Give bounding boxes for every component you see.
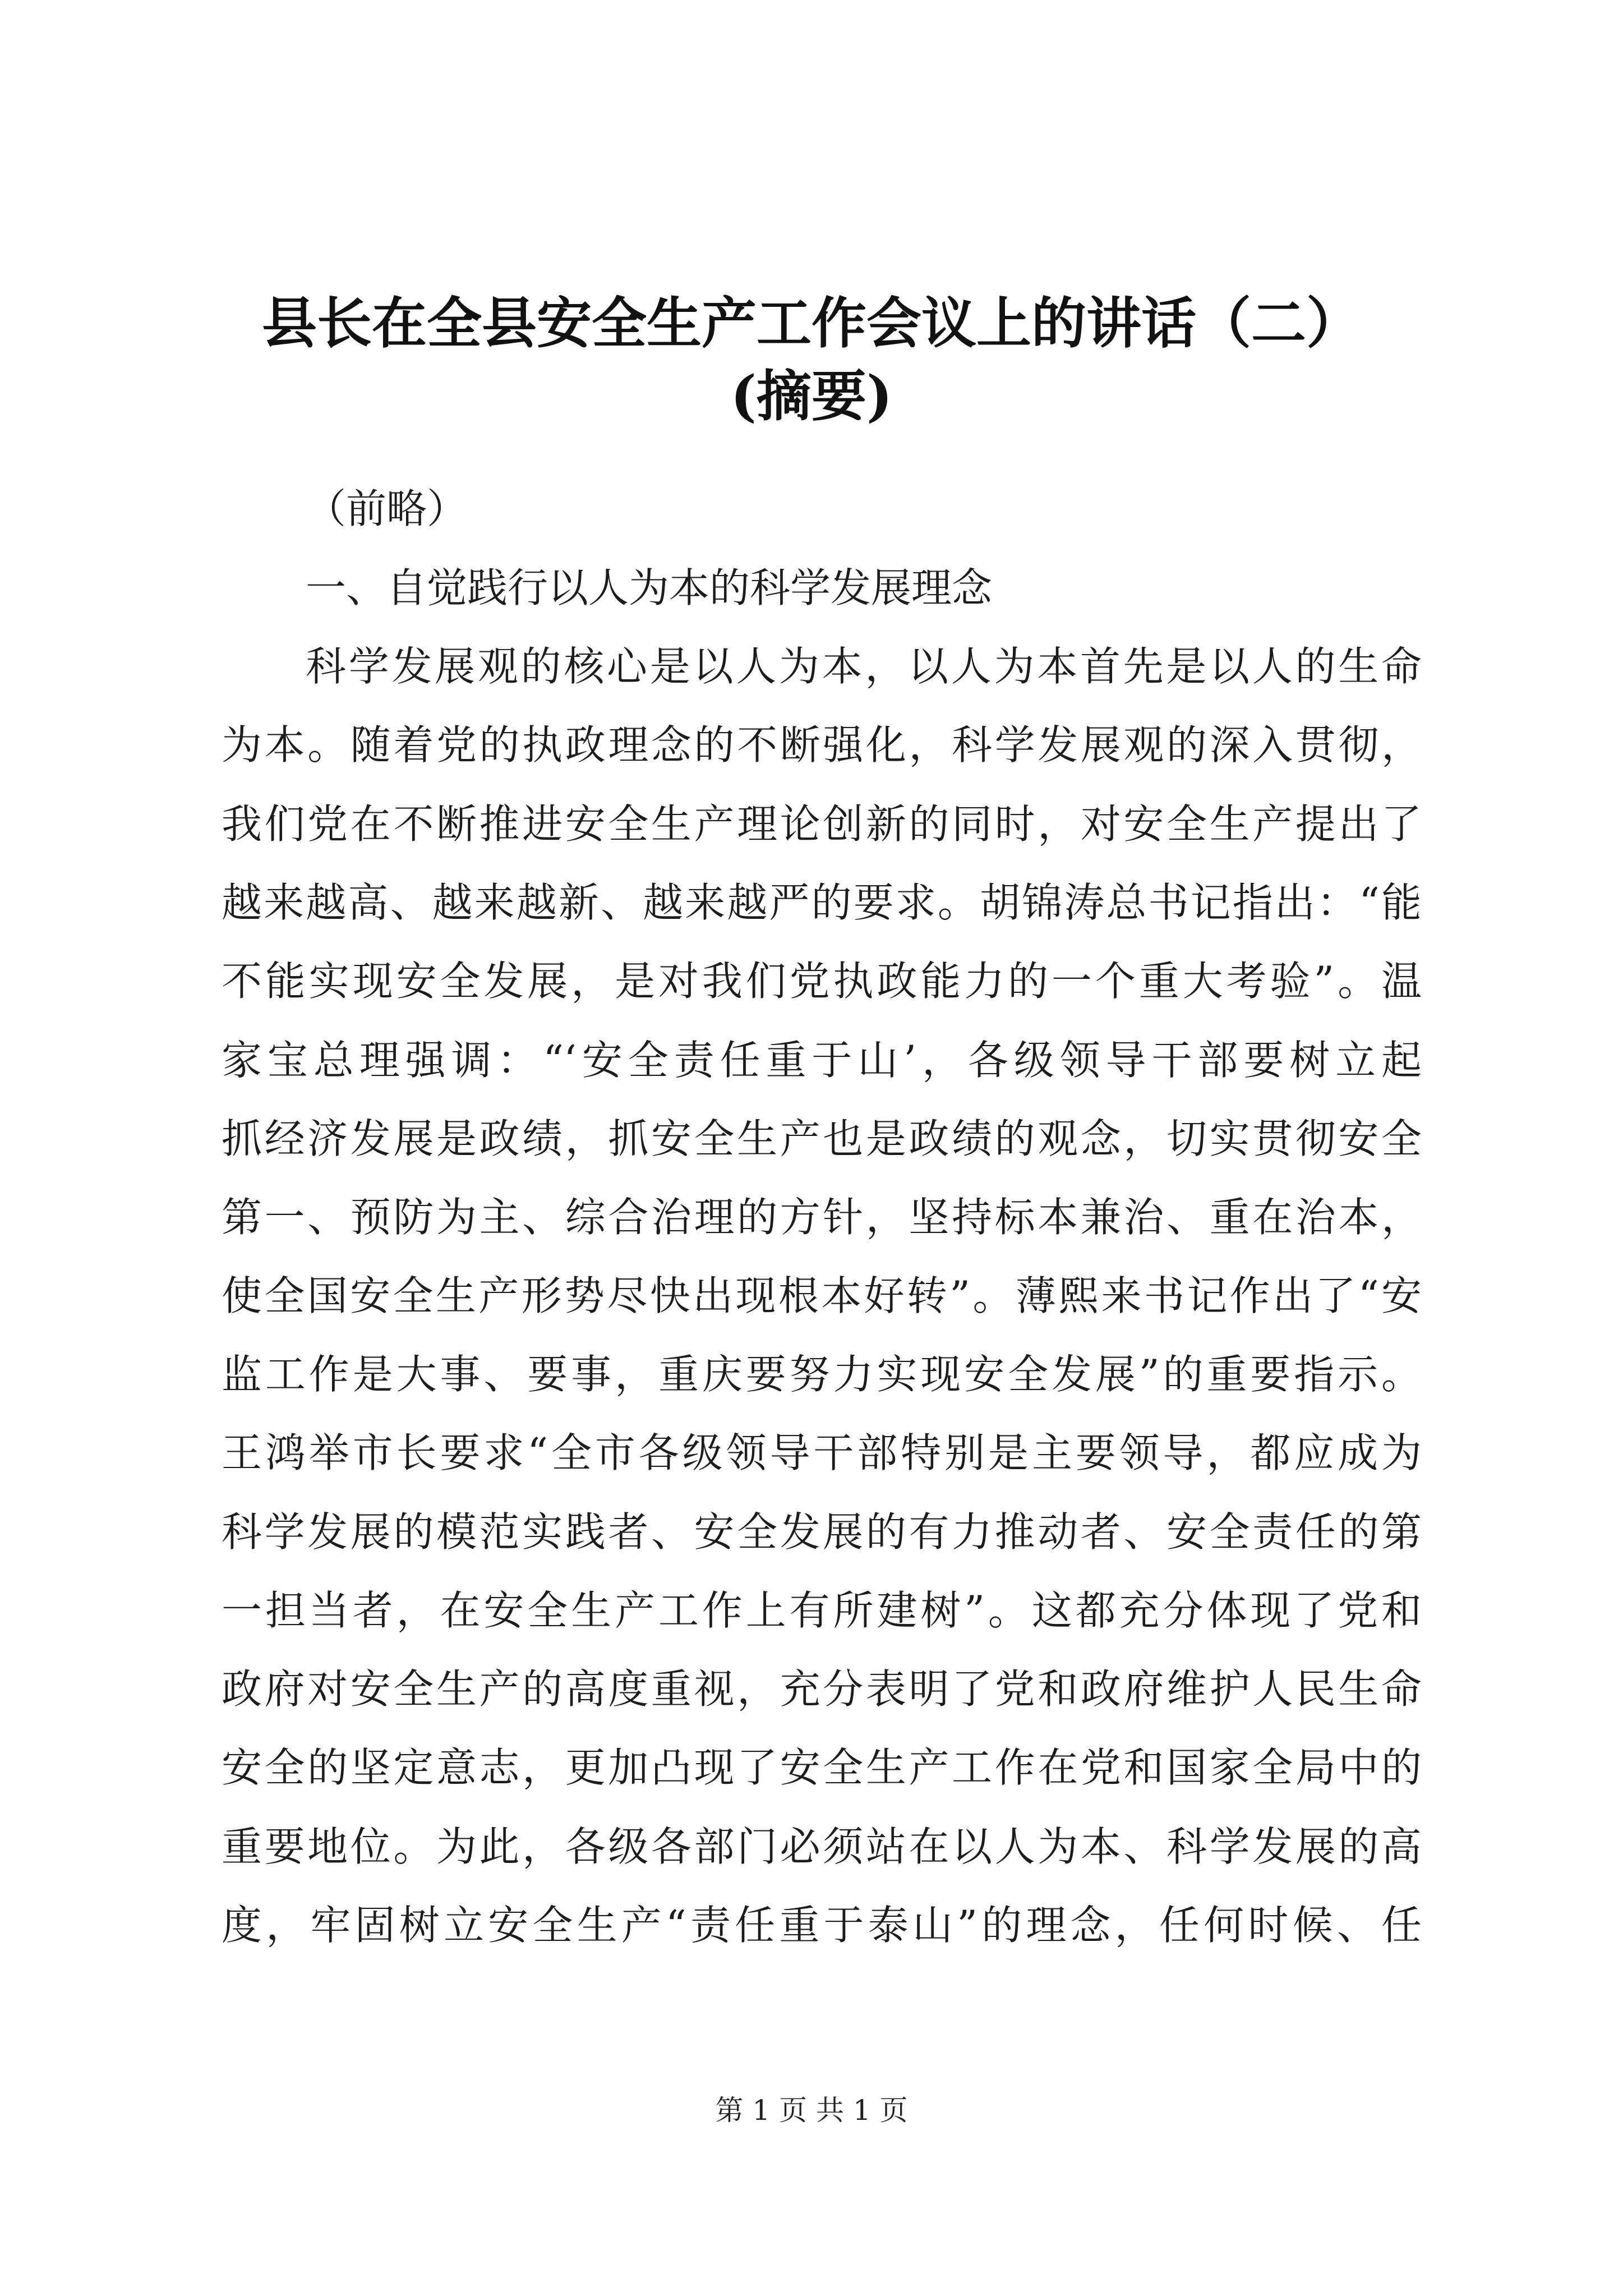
body-paragraph-line: 家宝总理强调：“‘安全责任重于山’，各级领导干部要树立起 xyxy=(222,1037,1422,1084)
body-paragraph-line: 我们党在不断推进安全生产理论创新的同时，对安全生产提出了 xyxy=(222,800,1422,848)
body-paragraph-line: 一担当者，在安全生产工作上有所建树”。这都充分体现了党和 xyxy=(222,1587,1422,1634)
body-paragraph-line: 安全的坚定意志，更加凸现了安全生产工作在党和国家全局中的 xyxy=(222,1744,1422,1791)
body-paragraph-line: 度，牢固树立安全生产“责任重于泰山”的理念，任何时候、任 xyxy=(222,1902,1422,1949)
body-paragraph-line: 重要地位。为此，各级各部门必须站在以人为本、科学发展的高 xyxy=(222,1823,1422,1870)
body-paragraph-line: 科学发展的模范实践者、安全发展的有力推动者、安全责任的第 xyxy=(222,1508,1422,1556)
document-title: 县长在全县安全生产工作会议上的讲话（二） xyxy=(261,291,1361,356)
body-paragraph-line: 抓经济发展是政绩，抓安全生产也是政绩的观念，切实贯彻安全 xyxy=(222,1115,1422,1162)
preface-text: （前略） xyxy=(306,485,468,532)
body-paragraph-line: 监工作是大事、要事，重庆要努力实现安全发展”的重要指示。 xyxy=(222,1351,1422,1398)
page-footer: 第 1 页 共 1 页 xyxy=(715,2094,908,2127)
body-paragraph-line: 政府对安全生产的高度重视，充分表明了党和政府维护人民生命 xyxy=(222,1665,1422,1713)
body-paragraph-line: 不能实现安全发展，是对我们党执政能力的一个重大考验”。温 xyxy=(222,958,1422,1005)
body-paragraph-line: 为本。随着党的执政理念的不断强化，科学发展观的深入贯彻， xyxy=(222,721,1422,769)
body-paragraph-line: 科学发展观的核心是以人为本，以人为本首先是以人的生命 xyxy=(306,643,1422,690)
document-subtitle: (摘要) xyxy=(730,364,893,429)
body-paragraph-line: 使全国安全生产形势尽快出现根本好转”。薄熙来书记作出了“安 xyxy=(222,1272,1422,1319)
body-paragraph-line: 越来越高、越来越新、越来越严的要求。胡锦涛总书记指出：“能 xyxy=(222,879,1422,926)
body-paragraph-line: 第一、预防为主、综合治理的方针，坚持标本兼治、重在治本， xyxy=(222,1194,1422,1241)
body-paragraph-line: 王鸿举市长要求“全市各级领导干部特别是主要领导，都应成为 xyxy=(222,1429,1422,1476)
section-heading: 一、自觉践行以人为本的科学发展理念 xyxy=(306,564,993,611)
